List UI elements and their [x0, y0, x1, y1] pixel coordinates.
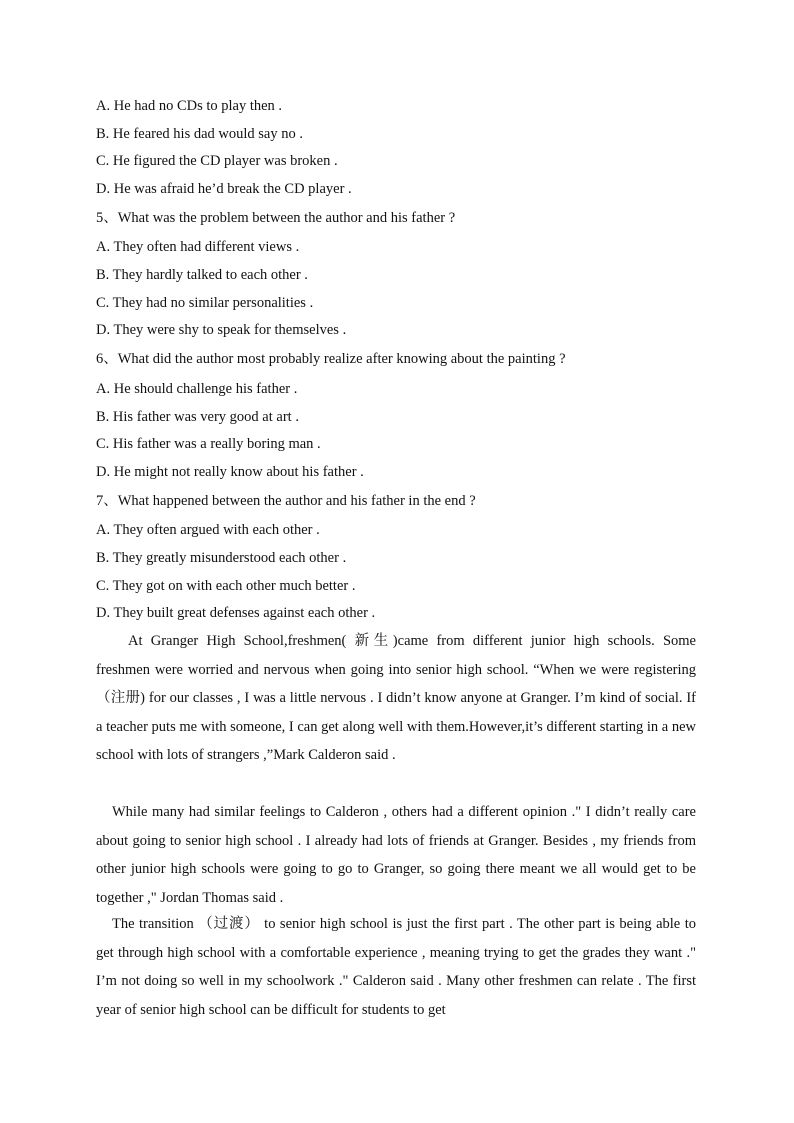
q4-option-c: C. He figured the CD player was broken .	[96, 153, 338, 169]
q6-stem: 6、What did the author most probably realize after knowing about the painting ?	[96, 351, 566, 367]
q4-option-d: D. He was afraid he’d break the CD player .	[96, 181, 352, 197]
q7-option-b: B. They greatly misunderstood each other .	[96, 550, 347, 566]
passage-paragraph-3: The transition （过渡） to senior high school is just the first part . The other part is being able to get through high school with a comfortable experience , meaning trying to get the grades they want ." I’m not doing so well in my schoolwork ." Calderon said . Many other freshmen can relate . The first year of senior high school can be difficult for students to get	[96, 916, 696, 1018]
q5-option-a: A. They often had different views .	[96, 239, 300, 255]
q6-option-d: D. He might not really know about his father .	[96, 464, 364, 480]
passage-paragraph-1: At Granger High School,freshmen( 新生)came from different junior high schools. Some freshmen were worried and nervous when going into senior high school. “When we were registering （注册) for our classes , I was a little nervous . I didn’t know anyone at Granger. I’m kind of social. If a teacher puts me with someone, I can get along well with them.However,it’s different starting in a new school with lots of strangers ,”Mark Calderon said .	[96, 633, 696, 764]
q5-option-c: C. They had no similar personalities .	[96, 295, 314, 311]
q6-option-c: C. His father was a really boring man .	[96, 436, 321, 452]
q7-option-c: C. They got on with each other much better .	[96, 578, 356, 594]
q4-option-a: A. He had no CDs to play then .	[96, 98, 283, 114]
q7-option-a: A. They often argued with each other .	[96, 522, 320, 538]
q4-option-b: B. He feared his dad would say no .	[96, 126, 303, 142]
q6-option-a: A. He should challenge his father .	[96, 381, 298, 397]
q5-option-b: B. They hardly talked to each other .	[96, 267, 308, 283]
q6-option-b: B. His father was very good at art .	[96, 409, 299, 425]
passage-paragraph-2: While many had similar feelings to Calderon , others had a different opinion ." I didn’t really care about going to senior high school . I already had lots of friends at Granger. Besides , my friends from other junior high schools were going to go to Granger, so going there meant we all would get to be together ," Jordan Thomas said .	[96, 804, 696, 906]
q7-option-d: D. They built great defenses against each other .	[96, 605, 376, 621]
q7-stem: 7、What happened between the author and his father in the end ?	[96, 493, 476, 509]
q5-stem: 5、What was the problem between the author and his father ?	[96, 210, 456, 226]
q5-option-d: D. They were shy to speak for themselves .	[96, 322, 347, 338]
